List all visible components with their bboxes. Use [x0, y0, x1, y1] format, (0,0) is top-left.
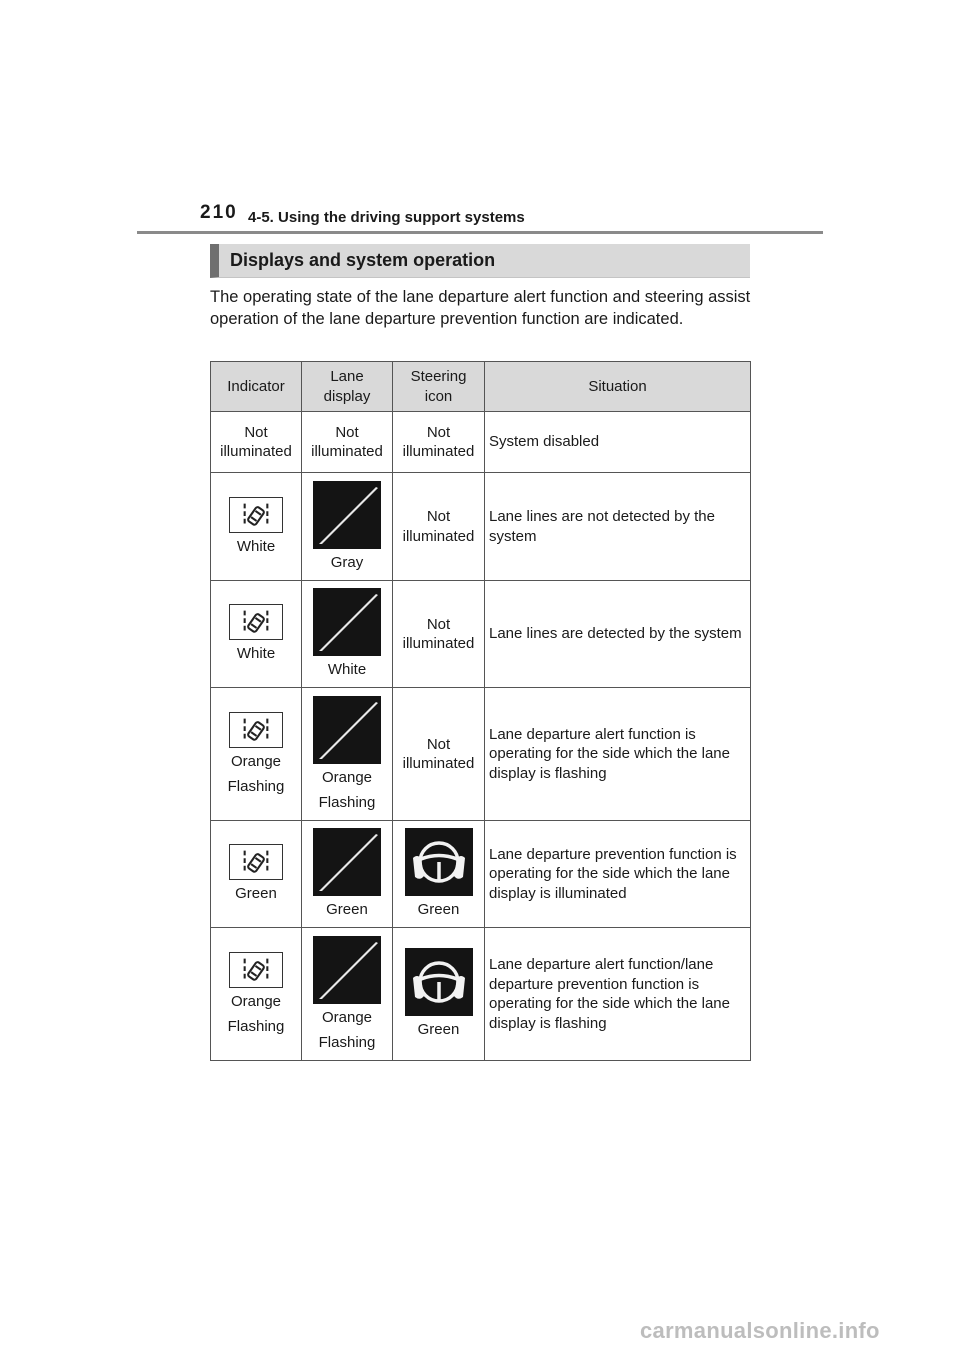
- situation-cell: Lane departure prevention function is operating for the side which the lane display is illuminated: [485, 821, 751, 928]
- intro-paragraph: The operating state of the lane departure alert function and steering assist operation of the lane departure prevention function are indicated.: [210, 288, 751, 328]
- steering-icon-cell: [393, 928, 485, 1061]
- steering-icon-label: Not illuminated: [402, 615, 475, 652]
- lane-departure-indicator-icon: [229, 497, 283, 533]
- indicator-state-label: Orange: [230, 992, 282, 1010]
- steering-icon-label: Not illuminated: [402, 423, 475, 460]
- lane-line-icon: [313, 588, 381, 656]
- lane-line-icon: [313, 936, 381, 1004]
- indicator-state-label: Orange: [230, 752, 282, 770]
- table-row: [211, 688, 751, 821]
- indicator-state-label: White: [236, 537, 276, 555]
- situation-cell: System disabled: [485, 412, 751, 473]
- page-number: 210: [200, 202, 238, 223]
- steering-wheel-icon: [405, 948, 473, 1016]
- lane-line-icon: [313, 828, 381, 896]
- indicator-cell: [211, 928, 302, 1061]
- table-header-row: [211, 362, 751, 412]
- lane-display-cell: [302, 821, 393, 928]
- table-row: [211, 473, 751, 581]
- column-header-steering-icon: Steering icon: [393, 362, 485, 412]
- lane-line-icon: [313, 481, 381, 549]
- section-title: Displays and system operation: [230, 250, 496, 270]
- steering-icon-cell: [393, 688, 485, 821]
- table-row: [211, 821, 751, 928]
- lane-display-label: Not illuminated: [311, 423, 383, 460]
- table-row: [211, 581, 751, 688]
- page-header: [0, 0, 960, 240]
- situation-cell: Lane departure alert function/lane departure prevention function is operating for the side which the lane display is flashing: [485, 928, 751, 1061]
- table-row: [211, 928, 751, 1061]
- situation-cell: Lane departure alert function is operating for the side which the lane display is flashing: [485, 688, 751, 821]
- watermark: carmanualsonline.info: [640, 1318, 880, 1343]
- lane-display-cell: [302, 928, 393, 1061]
- lane-display-label: Green: [326, 901, 368, 919]
- lane-display-cell: [302, 412, 393, 473]
- steering-icon-label: Green: [417, 1021, 460, 1039]
- steering-icon-cell: [393, 473, 485, 581]
- lane-display-cell: [302, 581, 393, 688]
- lane-display-label: Flashing: [318, 1034, 376, 1051]
- situation-cell: Lane lines are detected by the system: [485, 581, 751, 688]
- steering-icon-cell: [393, 412, 485, 473]
- steering-icon-cell: [393, 821, 485, 928]
- indicator-cell: [211, 473, 302, 581]
- steering-icon-label: Green: [417, 901, 460, 919]
- lane-display-label: White: [327, 661, 367, 679]
- lane-display-cell: [302, 688, 393, 821]
- column-header-lane-display: Lane display: [302, 362, 393, 412]
- steering-icon-cell: [393, 581, 485, 688]
- header-divider: [137, 231, 823, 234]
- indicator-state-label: White: [236, 645, 276, 663]
- section-heading-bar: [210, 244, 750, 278]
- lane-display-label: Gray: [330, 553, 364, 571]
- steering-icon-label: Not illuminated: [402, 735, 475, 772]
- lane-display-cell: [302, 473, 393, 581]
- lane-departure-indicator-icon: [229, 712, 283, 748]
- table-row: [211, 412, 751, 473]
- indicator-state-label: Flashing: [227, 1018, 285, 1035]
- chapter-title: 4-5. Using the driving support systems: [248, 209, 525, 226]
- lane-display-label: Flashing: [318, 794, 376, 811]
- lane-departure-indicator-icon: [229, 952, 283, 988]
- column-header-situation: Situation: [485, 362, 751, 412]
- indicator-cell: [211, 821, 302, 928]
- indicator-cell: [211, 412, 302, 473]
- indicator-cell: [211, 688, 302, 821]
- situation-cell: Lane lines are not detected by the system: [485, 473, 751, 581]
- lane-line-icon: [313, 696, 381, 764]
- steering-wheel-icon: [405, 828, 473, 896]
- indicator-state-label: Green: [235, 885, 277, 903]
- indicator-state-label: Flashing: [227, 778, 285, 795]
- lane-display-label: Orange: [321, 1008, 373, 1026]
- indicator-cell: [211, 581, 302, 688]
- lane-departure-indicator-icon: [229, 604, 283, 640]
- lane-departure-indicator-icon: [229, 844, 283, 880]
- steering-icon-label: Not illuminated: [402, 508, 475, 545]
- lane-display-label: Orange: [321, 768, 373, 786]
- indicator-state-label: Not illuminated: [220, 423, 292, 460]
- indicator-table: [210, 361, 751, 1061]
- column-header-indicator: Indicator: [211, 362, 302, 412]
